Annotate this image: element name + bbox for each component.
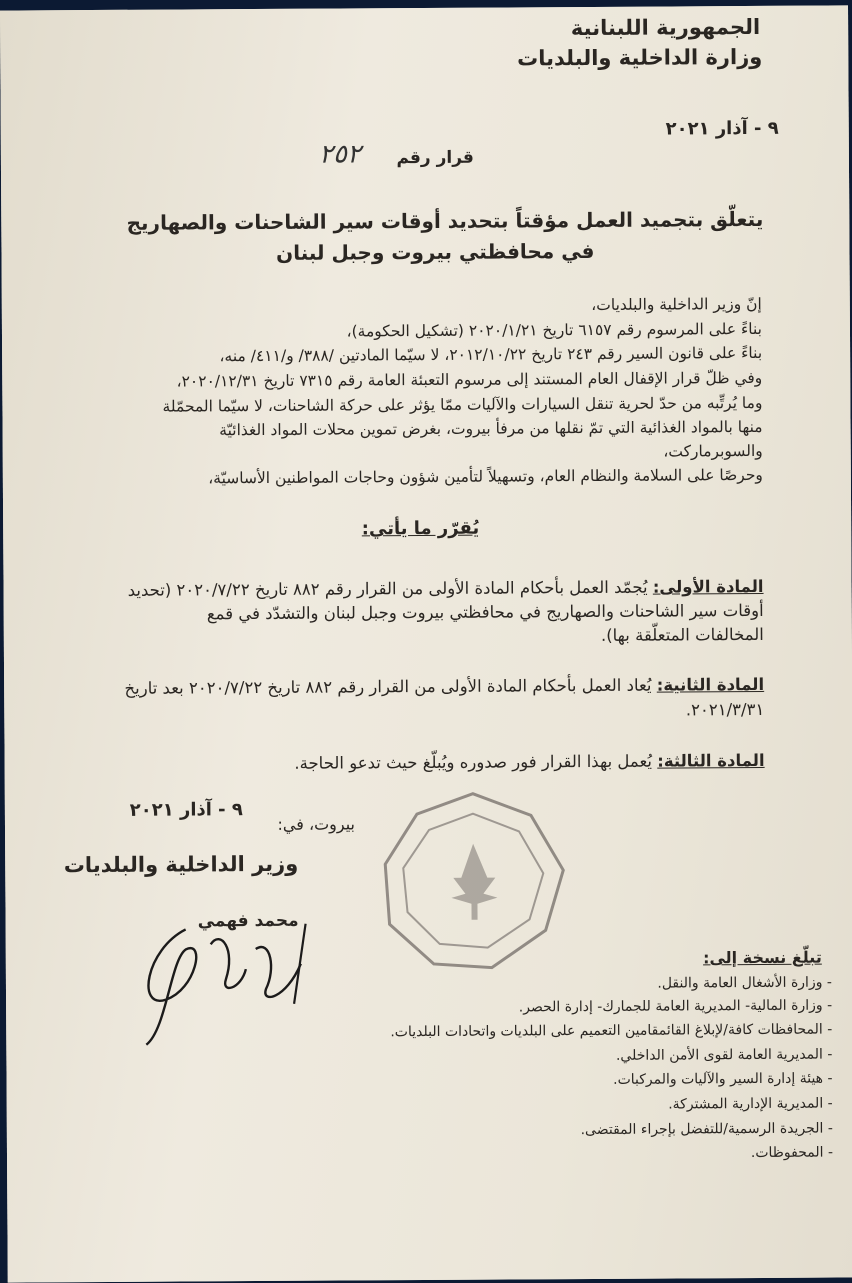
distribution-item: - المحفوظات. xyxy=(750,1144,834,1162)
article-2-label: المادة الثانية: xyxy=(656,674,765,695)
preamble-line: وحرصًا على السلامة والنظام العام، وتسهيلاً لتأمين شؤون وحاجات المواطنين الأساسيّة، xyxy=(208,465,763,488)
article-2-line-2: ٢٠٢١/٣/٣١. xyxy=(685,699,765,720)
article-1-line-1 xyxy=(128,576,764,602)
article-1-line-3: المخالفات المتعلّقة بها). xyxy=(600,624,764,645)
document-page xyxy=(0,5,852,1282)
preamble-line: بناءً على المرسوم رقم ٦١٥٧ تاريخ ٢٠٢٠/١/٢١ (تشكيل الحكومة)، xyxy=(346,319,763,341)
distribution-item: - المحافظات كافة/لإبلاغ القائمقامين التعميم على البلديات واتحادات البلديات. xyxy=(390,1021,833,1041)
distribution-item: - الجريدة الرسمية/للتفضل بإجراء المقتضى. xyxy=(580,1120,833,1139)
republic-header: الجمهورية اللبنانية xyxy=(570,14,761,41)
decides-heading: يُقرّر ما يأتي: xyxy=(361,517,480,540)
preamble-line: بناءً على قانون السير رقم ٢٤٣ تاريخ ٢٠١٢/١٠/٢٢، لا سيّما المادتين /٣٨٨/ و/٤١١/ منه، xyxy=(219,343,763,366)
preamble-line: وما يُرتِّبه من حدّ لحرية تنقل السيارات والآليات ممّا يؤثر على حركة الشاحنات، لا سيّما المحمّلة xyxy=(162,393,763,416)
article-3-label: المادة الثالثة: xyxy=(657,750,765,771)
distribution-title: تبلّغ نسخة إلى: xyxy=(702,947,822,968)
article-2-text: يُعاد العمل بأحكام المادة الأولى من القرار رقم ٨٨٢ تاريخ ٢٠٢٠/٧/٢٢ بعد تاريخ xyxy=(124,675,652,698)
article-1-label: المادة الأولى: xyxy=(652,576,764,597)
signature-mark xyxy=(126,909,327,1050)
article-2-line-1 xyxy=(124,674,764,700)
distribution-item: - وزارة المالية- المديرية العامة للجمارك- إدارة الحصر. xyxy=(518,997,833,1016)
ministry-header: وزارة الداخلية والبلديات xyxy=(517,44,763,71)
distribution-item: - وزارة الأشغال العامة والنقل. xyxy=(657,974,833,992)
distribution-item: - المديرية الإدارية المشتركة. xyxy=(668,1095,833,1113)
signature-date: ٩ - آذار ٢٠٢١ xyxy=(129,799,243,821)
place-label: بيروت، في: xyxy=(277,814,356,834)
article-3-text: يُعمل بهذا القرار فور صدوره ويُبلّغ حيث تدعو الحاجة. xyxy=(294,751,653,773)
preamble-line: وفي ظلّ قرار الإقفال العام المستند إلى مرسوم التعبئة العامة رقم ٧٣١٥ تاريخ ٢٠٢٠/١٢/٣١، xyxy=(176,368,763,391)
signatory-title: وزير الداخلية والبلديات xyxy=(63,851,299,878)
distribution-item: - المديرية العامة لقوى الأمن الداخلي. xyxy=(615,1046,833,1064)
preamble-line: إنّ وزير الداخلية والبلديات، xyxy=(591,294,762,314)
top-date: ٩ - آذار ٢٠٢١ xyxy=(665,117,779,140)
title-line-1: يتعلّق بتجميد العمل مؤقتاً بتحديد أوقات سير الشاحنات والصهاريج xyxy=(126,206,764,235)
decision-label: قرار رقم xyxy=(396,147,474,169)
decision-number: ٢٥٢ xyxy=(318,139,361,170)
article-3-line-1 xyxy=(294,750,764,775)
official-stamp xyxy=(373,785,574,976)
article-1-text: يُجمّد العمل بأحكام المادة الأولى من القرار رقم ٨٨٢ تاريخ ٢٠٢٠/٧/٢٢ (تحديد xyxy=(127,577,648,600)
distribution-item: - هيئة إدارة السير والآليات والمركبات. xyxy=(613,1070,833,1088)
article-1-line-2: أوقات سير الشاحنات والصهاريج في محافظتي بيروت وجبل لبنان والتشدّد في قمع xyxy=(206,600,764,624)
preamble-line: منها بالمواد الغذائية التي تمّ نقلها من مرفأ بيروت، بغرض تموين محلات المواد الغذائيّة xyxy=(219,417,763,440)
title-line-2: في محافظتي بيروت وجبل لبنان xyxy=(276,238,595,265)
preamble-line: والسوبرماركت، xyxy=(663,441,763,461)
signatory-name: محمد فهمي xyxy=(197,910,299,932)
